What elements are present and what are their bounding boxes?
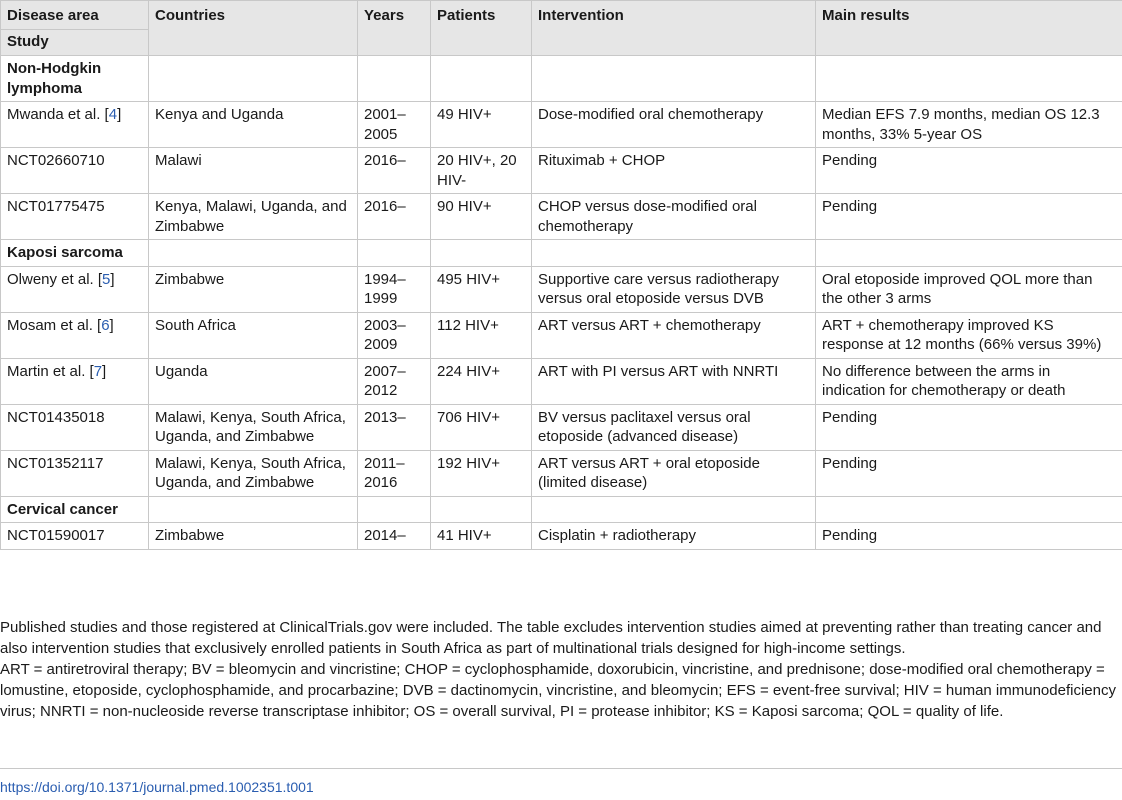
patients-cell: 495 HIV+ (431, 266, 532, 312)
intervention-cell: Dose-modified oral chemotherapy (532, 102, 816, 148)
table-footnote (0, 617, 1118, 722)
intervention-cell: ART versus ART + chemotherapy (532, 312, 816, 358)
footnote-abbreviations-text: ART = antiretroviral therapy; BV = bleomycin and vincristine; CHOP = cyclophosphamide, doxorubicin, vincristine, and prednisone; dose-modified oral chemotherapy = lomustine, etoposide, cyclophosphamide, and procarbazine; DVB = dactinomycin, vincristine, and bleomycin; EFS = event-free survival; HIV = human immunodeficiency virus; NNRTI = non-nucleoside reverse transcriptase inhibitor; OS = overall survival, PI = protease inhibitor; KS = Kaposi sarcoma; QOL = quality of life. (0, 661, 1116, 720)
reference-link[interactable]: 7 (93, 362, 103, 380)
patients-cell: 90 HIV+ (431, 194, 532, 240)
table-row (1, 523, 1122, 550)
study-bracket: ] (117, 106, 122, 123)
header-patients: Patients (431, 1, 532, 56)
table-row (1, 266, 1122, 312)
disease-area-label: Cervical cancer (1, 496, 149, 523)
study-bracket: ] (109, 316, 114, 334)
results-cell: Pending (816, 450, 1122, 496)
study-bracket: ] (102, 362, 107, 380)
results-cell: Pending (816, 194, 1122, 240)
table-row (1, 312, 1122, 358)
footnote-inclusion-text: Published studies and those registered at ClinicalTrials.gov were included. The table excludes intervention studies aimed at preventing rather than treating cancer and also intervention studies that exclusively enrolled patients in South Africa as part of multinational trials designed for high-income settings. (0, 619, 1102, 657)
empty-cell (816, 240, 1122, 267)
study-cell (1, 312, 149, 358)
study-name: NCT01590017 (7, 527, 105, 544)
countries-cell: Zimbabwe (149, 523, 358, 550)
header-countries: Countries (149, 1, 358, 56)
study-name: NCT01435018 (7, 408, 105, 426)
countries-cell: Malawi, Kenya, South Africa, Uganda, and Zimbabwe (149, 450, 358, 496)
patients-cell: 20 HIV+, 20 HIV- (431, 148, 532, 194)
countries-cell: Malawi, Kenya, South Africa, Uganda, and Zimbabwe (149, 404, 358, 450)
patients-cell: 41 HIV+ (431, 523, 532, 550)
countries-cell: Kenya, Malawi, Uganda, and Zimbabwe (149, 194, 358, 240)
table-row (1, 404, 1122, 450)
study-name: NCT02660710 (7, 152, 105, 169)
patients-cell: 112 HIV+ (431, 312, 532, 358)
years-cell: 2007–2012 (358, 358, 431, 404)
patients-cell: 192 HIV+ (431, 450, 532, 496)
study-name: Mwanda et al. [ (7, 106, 109, 123)
disease-area-label: Non-Hodgkin lymphoma (1, 56, 149, 102)
study-name: NCT01775475 (7, 198, 105, 215)
intervention-cell: ART versus ART + oral etoposide (limited disease) (532, 450, 816, 496)
years-cell: 2003–2009 (358, 312, 431, 358)
reference-link[interactable]: 6 (101, 316, 110, 334)
study-name: Martin et al. [ (7, 362, 94, 380)
header-years: Years (358, 1, 431, 56)
study-name: Mosam et al. [ (7, 316, 102, 334)
results-cell: No difference between the arms in indication for chemotherapy or death (816, 358, 1122, 404)
intervention-cell: Supportive care versus radiotherapy versus oral etoposide versus DVB (532, 266, 816, 312)
years-cell: 2013– (358, 404, 431, 450)
study-cell (1, 358, 149, 404)
table-row (1, 102, 1122, 148)
intervention-cell: ART with PI versus ART with NNRTI (532, 358, 816, 404)
results-cell: Median EFS 7.9 months, median OS 12.3 months, 33% 5-year OS (816, 102, 1122, 148)
header-main-results: Main results (816, 1, 1122, 56)
years-cell: 2016– (358, 148, 431, 194)
table-body (1, 56, 1122, 550)
results-cell: Pending (816, 523, 1122, 550)
years-cell: 1994–1999 (358, 266, 431, 312)
years-cell: 2016– (358, 194, 431, 240)
countries-cell: Zimbabwe (149, 266, 358, 312)
empty-cell (149, 240, 358, 267)
results-cell: ART + chemotherapy improved KS response at 12 months (66% versus 39%) (816, 312, 1122, 358)
results-cell: Pending (816, 404, 1122, 450)
empty-cell (431, 56, 532, 102)
study-cell (1, 194, 149, 240)
years-cell: 2001–2005 (358, 102, 431, 148)
empty-cell (358, 496, 431, 523)
intervention-cell: CHOP versus dose-modified oral chemotherapy (532, 194, 816, 240)
table-row (1, 358, 1122, 404)
header-study: Study (1, 29, 149, 56)
intervention-cell: Rituximab + CHOP (532, 148, 816, 194)
empty-cell (149, 56, 358, 102)
study-bracket: ] (110, 270, 115, 288)
study-cell (1, 148, 149, 194)
intervention-cell: BV versus paclitaxel versus oral etoposide (advanced disease) (532, 404, 816, 450)
empty-cell (532, 56, 816, 102)
group-row (1, 240, 1122, 267)
empty-cell (431, 496, 532, 523)
empty-cell (358, 56, 431, 102)
group-row (1, 496, 1122, 523)
countries-cell: South Africa (149, 312, 358, 358)
study-cell (1, 102, 149, 148)
results-cell: Oral etoposide improved QOL more than the other 3 arms (816, 266, 1122, 312)
study-cell (1, 450, 149, 496)
header-disease-area: Disease area (1, 1, 149, 30)
table-row (1, 194, 1122, 240)
countries-cell: Kenya and Uganda (149, 102, 358, 148)
disease-area-label: Kaposi sarcoma (1, 240, 149, 267)
reference-link[interactable]: 4 (108, 106, 118, 123)
patients-cell: 224 HIV+ (431, 358, 532, 404)
study-name: NCT01352117 (7, 454, 104, 472)
empty-cell (358, 240, 431, 267)
patients-cell: 706 HIV+ (431, 404, 532, 450)
study-cell (1, 523, 149, 550)
footer-divider (0, 768, 1122, 769)
empty-cell (431, 240, 532, 267)
header-intervention: Intervention (532, 1, 816, 56)
reference-link[interactable]: 5 (102, 270, 111, 288)
results-cell: Pending (816, 148, 1122, 194)
study-cell (1, 266, 149, 312)
intervention-cell: Cisplatin + radiotherapy (532, 523, 816, 550)
countries-cell: Uganda (149, 358, 358, 404)
table-header (1, 1, 1122, 56)
doi-link[interactable]: https://doi.org/10.1371/journal.pmed.1002351.t001 (0, 779, 314, 795)
study-name: Olweny et al. [ (7, 270, 103, 288)
years-cell: 2011–2016 (358, 450, 431, 496)
years-cell: 2014– (358, 523, 431, 550)
empty-cell (149, 496, 358, 523)
study-cell (1, 404, 149, 450)
patients-cell: 49 HIV+ (431, 102, 532, 148)
empty-cell (532, 240, 816, 267)
empty-cell (816, 496, 1122, 523)
countries-cell: Malawi (149, 148, 358, 194)
table-row (1, 450, 1122, 496)
table-row (1, 148, 1122, 194)
group-row (1, 56, 1122, 102)
empty-cell (532, 496, 816, 523)
empty-cell (816, 56, 1122, 102)
